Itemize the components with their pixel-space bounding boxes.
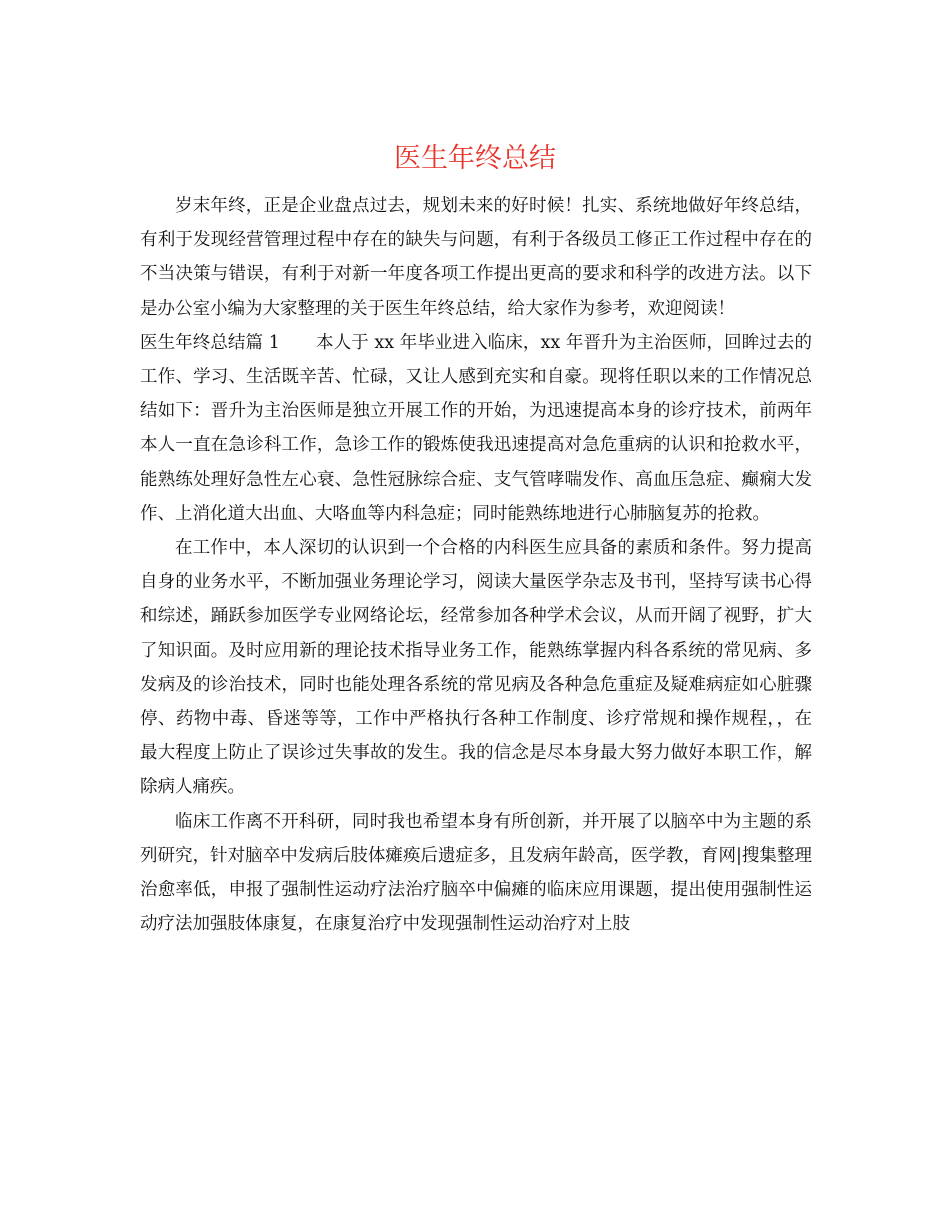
document-body <box>140 189 812 941</box>
document-title: 医生年终总结 <box>394 143 556 174</box>
section-1-text: 本人于 xx 年毕业进入临床，xx 年晋升为主治医师，回眸过去的工作、学习、生活既辛苦、忙碌，又让人感到充实和自豪。现将任职以来的工作情况总结如下：晋升为主治医师是独立开展工作的开始，为迅速提高本身的诊疗技术，前两年本人一直在急诊科工作，急诊工作的锻炼使我迅速提高对急危重病的认识和抢救水平，能熟练处理好急性左心衰、急性冠脉综合症、支气管哮喘发作、高血压急症、癫痫大发作、上消化道大出血、大咯血等内科急症；同时能熟练地进行心肺脑复苏的抢救。 <box>140 332 812 524</box>
intro-paragraph: 岁末年终，正是企业盘点过去，规划未来的好时候！扎实、系统地做好年终总结，有利于发现经营管理过程中存在的缺失与问题，有利于各级员工修正工作过程中存在的不当决策与错误，有利于对新一年度各项工作提出更高的要求和科学的改进方法。以下是办公室小编为大家整理的关于医生年终总结，给大家作为参考，欢迎阅读！ <box>140 196 812 319</box>
paragraph-research: 临床工作离不开科研，同时我也希望本身有所创新，并开展了以脑卒中为主题的系列研究，针对脑卒中发病后肢体瘫痪后遗症多，且发病年龄高，医学教，育网|搜集整理治愈率低，申报了强制性运动疗法治疗脑卒中偏瘫的临床应用课题，提出使用强制性运动疗法加强肢体康复，在康复治疗中发现强制性运动治疗对上肢 <box>140 811 812 935</box>
section-1-paragraph <box>140 326 812 531</box>
section-heading: 医生年终总结篇 1 <box>140 332 280 353</box>
paragraph-work: 在工作中，本人深切的认识到一个合格的内科医生应具备的素质和条件。努力提高自身的业务水平，不断加强业务理论学习，阅读大量医学杂志及书刊，坚持写读书心得和综述，踊跃参加医学专业网络论坛，经常参加各种学术会议，从而开阔了视野，扩大了知识面。及时应用新的理论技术指导业务工作，能熟练掌握内科各系统的常见病、多发病及的诊治技术，同时也能处理各系统的常见病及各种急危重症及疑难病症如心脏骤停、药物中毒、昏迷等等，工作中严格执行各种工作制度、诊疗常规和操作规程，，在最大程度上防止了误诊过失事故的发生。我的信念是尽本身最大努力做好本职工作，解除病人痛疾。 <box>140 538 812 798</box>
